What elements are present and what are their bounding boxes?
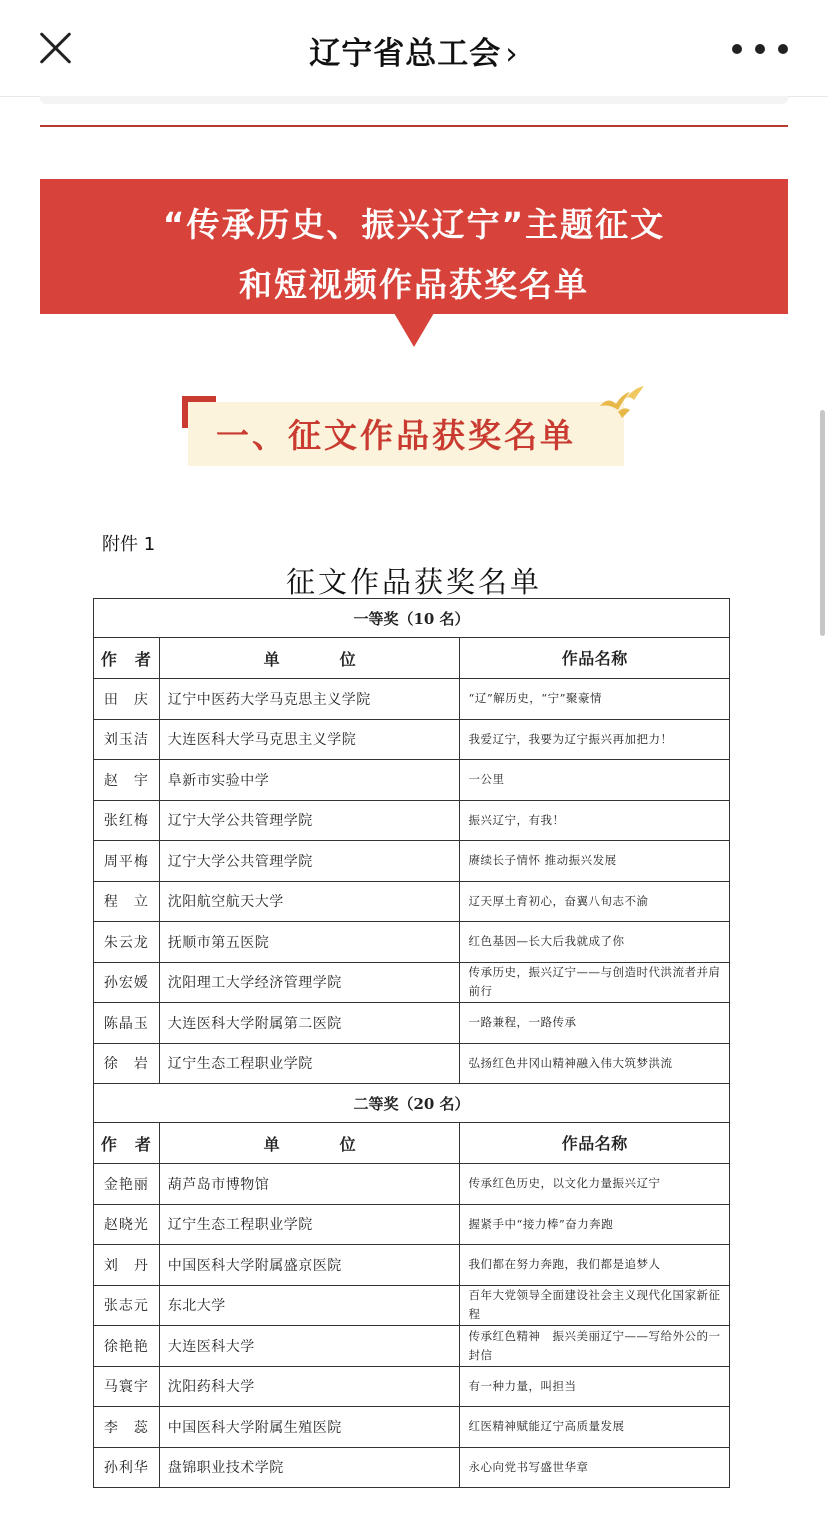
work-cell: 传承历史，振兴辽宁——与创造时代洪流者并肩前行 (460, 962, 730, 1003)
work-cell: 一公里 (460, 760, 730, 801)
work-cell: 传承红色历史，以文化力量振兴辽宁 (460, 1164, 730, 1205)
author-cell: 张志元 (94, 1285, 160, 1326)
work-cell: 握紧手中“接力棒”奋力奔跑 (460, 1204, 730, 1245)
table-row (94, 1003, 730, 1044)
table-row (94, 1447, 730, 1488)
second-prize-label: 二等奖（20 名） (94, 1084, 730, 1123)
attachment-label: 附件 1 (102, 534, 156, 555)
table-row (94, 1164, 730, 1205)
unit-cell: 大连医科大学附属第二医院 (159, 1003, 460, 1044)
flying-birds-icon (596, 384, 648, 420)
unit-cell: 辽宁大学公共管理学院 (159, 841, 460, 882)
author-cell: 赵 宇 (94, 760, 160, 801)
banner-title-line-2: 和短视频作品获奖名单 (239, 265, 589, 304)
unit-cell: 辽宁生态工程职业学院 (159, 1204, 460, 1245)
unit-cell: 沈阳药科大学 (159, 1366, 460, 1407)
table-row (94, 1326, 730, 1367)
table-row (94, 800, 730, 841)
table-row (94, 1407, 730, 1448)
unit-cell: 葫芦岛市博物馆 (159, 1164, 460, 1205)
section-title: 一、征文作品获奖名单 (216, 416, 576, 455)
unit-cell: 辽宁中医药大学马克思主义学院 (159, 679, 460, 720)
table-header-row (94, 638, 730, 679)
table-row (94, 1245, 730, 1286)
work-cell: 红医精神赋能辽宁高质量发展 (460, 1407, 730, 1448)
author-cell: 刘玉洁 (94, 719, 160, 760)
more-options-icon[interactable] (728, 44, 792, 58)
table-row (94, 1366, 730, 1407)
author-cell: 田 庆 (94, 679, 160, 720)
author-cell: 张红梅 (94, 800, 160, 841)
author-cell: 周平梅 (94, 841, 160, 882)
title-banner (40, 179, 788, 314)
work-cell: 百年大党领导全面建设社会主义现代化国家新征程 (460, 1285, 730, 1326)
section-bracket-decoration (182, 396, 216, 428)
header-unit: 单位 (159, 638, 460, 679)
work-cell: 我们都在努力奔跑，我们都是追梦人 (460, 1245, 730, 1286)
unit-cell: 中国医科大学附属生殖医院 (159, 1407, 460, 1448)
account-title-link[interactable] (0, 28, 828, 73)
work-cell: 我爱辽宁，我要为辽宁振兴再加把力！ (460, 719, 730, 760)
unit-cell: 中国医科大学附属盛京医院 (159, 1245, 460, 1286)
prize-row-first (94, 599, 730, 638)
header-unit: 单位 (159, 1123, 460, 1164)
header-work: 作品名称 (460, 638, 730, 679)
unit-cell: 沈阳航空航天大学 (159, 881, 460, 922)
account-name: 辽宁省总工会 (309, 36, 502, 72)
unit-cell: 抚顺市第五医院 (159, 922, 460, 963)
author-cell: 徐艳艳 (94, 1326, 160, 1367)
unit-cell: 沈阳理工大学经济管理学院 (159, 962, 460, 1003)
red-divider-line (40, 125, 788, 127)
unit-cell: 辽宁大学公共管理学院 (159, 800, 460, 841)
work-cell: 传承红色精神 振兴美丽辽宁——写给外公的一封信 (460, 1326, 730, 1367)
author-cell: 徐 岩 (94, 1043, 160, 1084)
unit-cell: 大连医科大学 (159, 1326, 460, 1367)
work-cell: 赓续长子情怀 推动振兴发展 (460, 841, 730, 882)
header-author: 作 者 (94, 638, 160, 679)
author-cell: 刘 丹 (94, 1245, 160, 1286)
work-cell: 辽天厚土育初心，奋翼八旬志不渝 (460, 881, 730, 922)
first-prize-label: 一等奖（10 名） (94, 599, 730, 638)
work-cell: 一路兼程，一路传承 (460, 1003, 730, 1044)
author-cell: 程 立 (94, 881, 160, 922)
work-cell: 弘扬红色井冈山精神融入伟大筑梦洪流 (460, 1043, 730, 1084)
author-cell: 李 蕊 (94, 1407, 160, 1448)
scrollbar[interactable] (820, 410, 825, 636)
table-row (94, 1204, 730, 1245)
table-header-row-second (94, 1123, 730, 1164)
work-cell: 红色基因—长大后我就成了你 (460, 922, 730, 963)
unit-cell: 盘锦职业技术学院 (159, 1447, 460, 1488)
work-cell: “辽”解历史，“宁”聚豪情 (460, 679, 730, 720)
table-row (94, 1043, 730, 1084)
awards-table (93, 598, 730, 1488)
nav-bar (0, 0, 828, 97)
author-cell: 朱云龙 (94, 922, 160, 963)
table-row (94, 881, 730, 922)
header-author: 作 者 (94, 1123, 160, 1164)
document-title: 征文作品获奖名单 (285, 565, 542, 599)
prize-row-second (94, 1084, 730, 1123)
unit-cell: 辽宁生态工程职业学院 (159, 1043, 460, 1084)
table-row (94, 760, 730, 801)
banner-pointer (394, 313, 434, 347)
table-row (94, 1285, 730, 1326)
unit-cell: 东北大学 (159, 1285, 460, 1326)
table-row (94, 841, 730, 882)
author-cell: 孙宏媛 (94, 962, 160, 1003)
table-row (94, 922, 730, 963)
work-cell: 振兴辽宁，有我！ (460, 800, 730, 841)
table-row (94, 962, 730, 1003)
chevron-right-icon: › (505, 36, 519, 72)
author-cell: 金艳丽 (94, 1164, 160, 1205)
author-cell: 孙利华 (94, 1447, 160, 1488)
work-cell: 永心向党书写盛世华章 (460, 1447, 730, 1488)
author-cell: 马寰宇 (94, 1366, 160, 1407)
unit-cell: 阜新市实验中学 (159, 760, 460, 801)
header-work: 作品名称 (460, 1123, 730, 1164)
table-row (94, 719, 730, 760)
author-cell: 赵晓光 (94, 1204, 160, 1245)
unit-cell: 大连医科大学马克思主义学院 (159, 719, 460, 760)
header-divider-strip (40, 96, 788, 104)
banner-title-line-1: “传承历史、振兴辽宁”主题征文 (162, 205, 666, 244)
author-cell: 陈晶玉 (94, 1003, 160, 1044)
table-row (94, 679, 730, 720)
work-cell: 有一种力量，叫担当 (460, 1366, 730, 1407)
